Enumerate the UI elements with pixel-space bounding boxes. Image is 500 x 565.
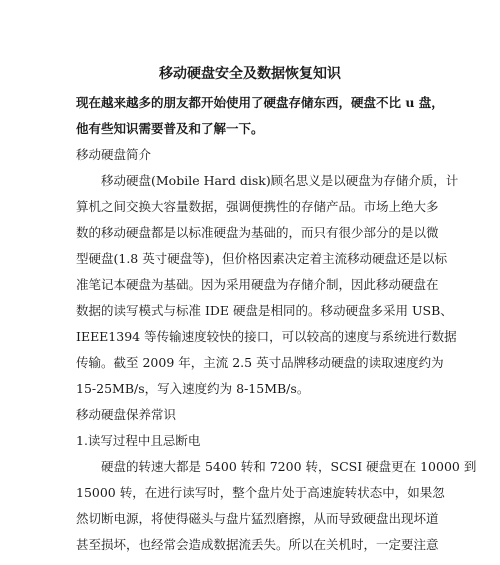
section-heading-intro: 移动硬盘简介 bbox=[76, 147, 152, 162]
paragraph-line: 15-25MB/s，写入速度约为 8-15MB/s。 bbox=[76, 381, 310, 396]
paragraph-line: 数的移动硬盘都是以标准硬盘为基础的，而只有很少部分的是以微 bbox=[76, 225, 439, 240]
document-title: 移动硬盘安全及数据恢复知识 bbox=[159, 66, 341, 82]
paragraph-line: 然切断电源，将使得磁头与盘片猛烈磨擦，从而导致硬盘出现坏道 bbox=[76, 511, 439, 526]
intro-line: 他有些知识需要普及和了解一下。 bbox=[76, 121, 264, 136]
paragraph-line: IEEE1394 等传输速度较快的接口，可以较高的速度与系统进行数据 bbox=[76, 329, 457, 344]
intro-line: 现在越来越多的朋友都开始使用了硬盘存储东西，硬盘不比 u 盘， bbox=[76, 95, 444, 110]
paragraph-line: 准笔记本硬盘为基础。因为采用硬盘为存储介制，因此移动硬盘在 bbox=[76, 277, 439, 292]
paragraph-line: 移动硬盘(Mobile Hard disk)顾名思义是以硬盘为存储介质，计 bbox=[101, 173, 459, 188]
subsection-heading: 1.读写过程中且忌断电 bbox=[76, 433, 201, 448]
paragraph-line: 算机之间交换大容量数据，强调便携性的存储产品。市场上绝大多 bbox=[76, 199, 439, 214]
paragraph-line: 硬盘的转速大都是 5400 转和 7200 转，SCSI 硬盘更在 10000 到 bbox=[101, 459, 477, 474]
paragraph-line: 型硬盘(1.8 英寸硬盘等)，但价格因素决定着主流移动硬盘还是以标 bbox=[76, 251, 448, 266]
intro-paragraph bbox=[76, 90, 444, 142]
section-heading-maintenance: 移动硬盘保养常识 bbox=[76, 407, 177, 422]
paragraph-line: 15000 转，在进行读写时，整个盘片处于高速旋转状态中，如果忽 bbox=[76, 485, 445, 500]
paragraph-line: 传输。截至 2009 年，主流 2.5 英寸品牌移动硬盘的读取速度约为 bbox=[76, 355, 444, 370]
paragraph-maintenance-body bbox=[76, 454, 477, 558]
paragraph-intro-body bbox=[76, 168, 459, 402]
paragraph-line: 甚至损坏，也经常会造成数据流丢失。所以在关机时，一定要注意 bbox=[76, 537, 439, 552]
paragraph-line: 数据的读写模式与标准 IDE 硬盘是相同的。移动硬盘多采用 USB、 bbox=[76, 303, 453, 318]
